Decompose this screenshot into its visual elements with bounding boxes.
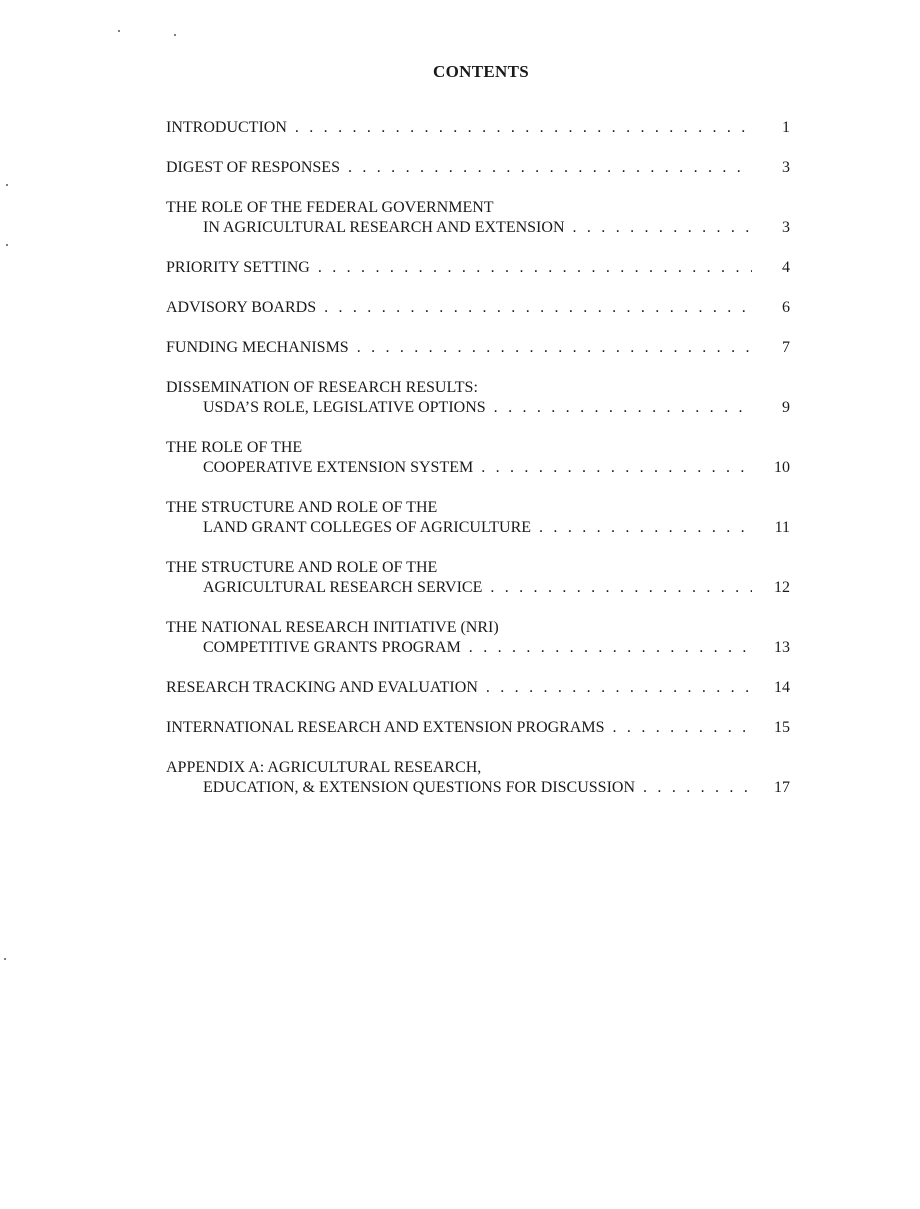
toc-entry-title: IN AGRICULTURAL RESEARCH AND EXTENSION [203,219,565,236]
toc-page-number: 14 [774,679,790,696]
toc-entry[interactable] [166,338,790,358]
toc-entry-title: APPENDIX A: AGRICULTURAL RESEARCH, [166,759,482,776]
toc-entry-title: DISSEMINATION OF RESEARCH RESULTS: [166,379,478,396]
toc-entry-title: INTRODUCTION [166,119,287,136]
toc-entry-title: INTERNATIONAL RESEARCH AND EXTENSION PROGRAMS [166,719,605,736]
toc-line [166,618,790,638]
toc-entry-title: USDA’S ROLE, LEGISLATIVE OPTIONS [203,399,486,416]
toc-line [166,218,790,238]
toc-entry[interactable] [166,158,790,178]
dot-leader [348,158,752,178]
scan-speck [118,30,120,32]
toc-page-number: 6 [782,299,790,316]
toc-line [166,578,790,598]
toc-entry-title: AGRICULTURAL RESEARCH SERVICE [203,579,483,596]
toc-entry[interactable] [166,118,790,138]
toc-page-number: 1 [782,119,790,136]
toc-entry-title: COOPERATIVE EXTENSION SYSTEM [203,459,474,476]
toc-line [166,518,790,538]
page-title: CONTENTS [433,62,529,81]
toc-entry[interactable] [166,618,790,658]
toc-entry[interactable] [166,198,790,238]
toc-entry[interactable] [166,258,790,278]
dot-leader [486,678,752,698]
toc-line [166,118,790,138]
toc-entry[interactable] [166,718,790,738]
dot-leader [573,218,753,238]
toc-line [166,378,790,398]
toc-page-number: 3 [782,219,790,236]
toc-entry-title: THE NATIONAL RESEARCH INITIATIVE (NRI) [166,619,499,636]
table-of-contents [166,118,790,818]
toc-line [166,758,790,778]
toc-line [166,258,790,278]
dot-leader [494,398,752,418]
toc-page-number: 17 [774,779,790,796]
toc-line [166,718,790,738]
dot-leader [318,258,752,278]
toc-entry-title: DIGEST OF RESPONSES [166,159,340,176]
toc-entry[interactable] [166,378,790,418]
toc-entry-title: PRIORITY SETTING [166,259,310,276]
toc-entry-title: FUNDING MECHANISMS [166,339,349,356]
toc-page-number: 13 [774,639,790,656]
toc-page-number: 11 [774,519,790,536]
dot-leader [324,298,752,318]
toc-entry-title: THE ROLE OF THE [166,439,303,456]
toc-line [166,158,790,178]
toc-entry-title: LAND GRANT COLLEGES OF AGRICULTURE [203,519,532,536]
toc-entry-title: EDUCATION, & EXTENSION QUESTIONS FOR DISCUSSION [203,779,636,796]
dot-leader [613,718,752,738]
toc-line [166,438,790,458]
toc-line [166,638,790,658]
toc-line [166,678,790,698]
toc-page-number: 7 [782,339,790,356]
toc-entry-title: RESEARCH TRACKING AND EVALUATION [166,679,478,696]
scan-speck [6,244,8,246]
toc-entry[interactable] [166,558,790,598]
toc-page-number: 15 [774,719,790,736]
dot-leader [469,638,752,658]
dot-leader [357,338,752,358]
toc-entry-title: THE STRUCTURE AND ROLE OF THE [166,559,438,576]
toc-entry-title: COMPETITIVE GRANTS PROGRAM [203,639,461,656]
toc-page-number: 4 [782,259,790,276]
dot-leader [643,778,752,798]
toc-entry[interactable] [166,438,790,478]
toc-entry-title: THE STRUCTURE AND ROLE OF THE [166,499,438,516]
toc-line [166,298,790,318]
toc-entry-title: THE ROLE OF THE FEDERAL GOVERNMENT [166,199,494,216]
scan-speck [6,184,8,186]
toc-page-number: 9 [782,399,790,416]
toc-line [166,398,790,418]
dot-leader [539,518,752,538]
scan-speck [174,34,176,36]
toc-line [166,198,790,218]
toc-entry-title: ADVISORY BOARDS [166,299,317,316]
toc-page-number: 3 [782,159,790,176]
toc-page-number: 12 [774,579,790,596]
toc-line [166,558,790,578]
toc-line [166,498,790,518]
toc-line [166,338,790,358]
dot-leader [295,118,752,138]
toc-line [166,458,790,478]
toc-line [166,778,790,798]
toc-entry[interactable] [166,758,790,798]
dot-leader [490,578,752,598]
scan-speck [4,958,6,960]
toc-page-number: 10 [774,459,790,476]
dot-leader [481,458,752,478]
toc-entry[interactable] [166,678,790,698]
toc-entry[interactable] [166,498,790,538]
toc-entry[interactable] [166,298,790,318]
